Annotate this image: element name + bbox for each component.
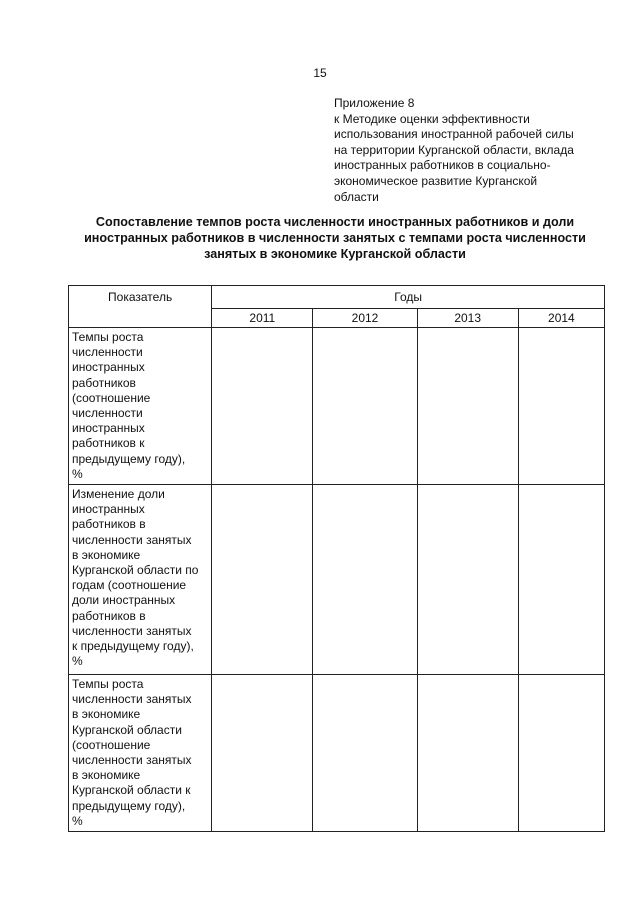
label-line: работников: [72, 375, 136, 390]
table-row: [69, 485, 605, 675]
label-line: (соотношение: [72, 737, 151, 752]
appendix-line: Приложение 8: [334, 96, 415, 110]
year-2013-header: 2013: [417, 309, 518, 328]
table-row: [69, 675, 605, 832]
label-line: в экономике: [72, 707, 141, 722]
label-line: работников в: [72, 517, 146, 532]
label-line: (соотношение: [72, 390, 151, 405]
appendix-line: использования иностранной рабочей силы: [334, 127, 574, 142]
cell-2013: [417, 328, 518, 485]
year-2014-header: 2014: [518, 309, 604, 328]
table-header-row: [69, 286, 605, 309]
label-line: численности занятых: [72, 623, 192, 638]
label-line: в экономике: [72, 547, 141, 562]
label-line: работников в: [72, 608, 146, 623]
year-2012-header: 2012: [313, 309, 417, 328]
year-2011-header: 2011: [212, 309, 313, 328]
label-line: предыдущему году),: [72, 451, 186, 466]
row-label-foreign-share-change: [69, 485, 212, 675]
page-number: 15: [313, 66, 327, 80]
label-line: в экономике: [72, 768, 141, 783]
row-label-foreign-workers-growth: [69, 328, 212, 485]
comparison-table: [68, 285, 605, 832]
title-line: занятых в экономике Курганской области: [204, 247, 466, 261]
label-line: Курганской области к: [72, 783, 191, 798]
table-row: [69, 328, 605, 485]
cell-2011: [212, 485, 313, 675]
label-line: иностранных: [72, 421, 145, 436]
appendix-line: на территории Курганской области, вклада: [334, 142, 574, 157]
cell-2011: [212, 675, 313, 832]
appendix-caption: [334, 96, 604, 205]
cell-2011: [212, 328, 313, 485]
appendix-line: иностранных работников в социально-: [334, 158, 551, 173]
label-line: численности занятых: [72, 532, 192, 547]
label-line: Курганской области: [72, 722, 182, 737]
appendix-line: к Методике оценки эффективности: [334, 111, 530, 126]
label-line: работников к: [72, 436, 145, 451]
label-line: численности: [72, 406, 143, 421]
appendix-line: экономическое развитие Курганской: [334, 173, 538, 188]
cell-2012: [313, 485, 417, 675]
years-header: Годы: [212, 286, 605, 309]
title-line: иностранных работников в численности занятых с темпами роста численности: [84, 231, 586, 245]
cell-2012: [313, 675, 417, 832]
row-label-employed-growth: [69, 675, 212, 832]
label-line: предыдущему году),: [72, 798, 186, 813]
label-line: Изменение доли: [72, 487, 165, 502]
label-line: Темпы роста: [72, 330, 144, 344]
title-line: Сопоставление темпов роста численности иностранных работников и доли: [95, 215, 575, 229]
label-line: %: [72, 466, 83, 481]
cell-2014: [518, 675, 604, 832]
label-line: %: [72, 654, 83, 669]
cell-2014: [518, 328, 604, 485]
indicator-header: Показатель: [69, 286, 212, 328]
label-line: численности занятых: [72, 753, 192, 768]
label-line: численности занятых: [72, 692, 192, 707]
label-line: Темпы роста: [72, 677, 144, 692]
cell-2014: [518, 485, 604, 675]
label-line: численности: [72, 345, 143, 360]
cell-2013: [417, 675, 518, 832]
label-line: иностранных: [72, 360, 145, 375]
cell-2012: [313, 328, 417, 485]
label-line: иностранных: [72, 502, 145, 517]
label-line: %: [72, 813, 83, 828]
label-line: доли иностранных: [72, 593, 176, 608]
label-line: к предыдущему году),: [72, 639, 194, 654]
label-line: Курганской области по: [72, 563, 199, 578]
cell-2013: [417, 485, 518, 675]
appendix-line: области: [334, 189, 379, 204]
document-title: [60, 214, 610, 262]
label-line: годам (соотношение: [72, 578, 187, 593]
